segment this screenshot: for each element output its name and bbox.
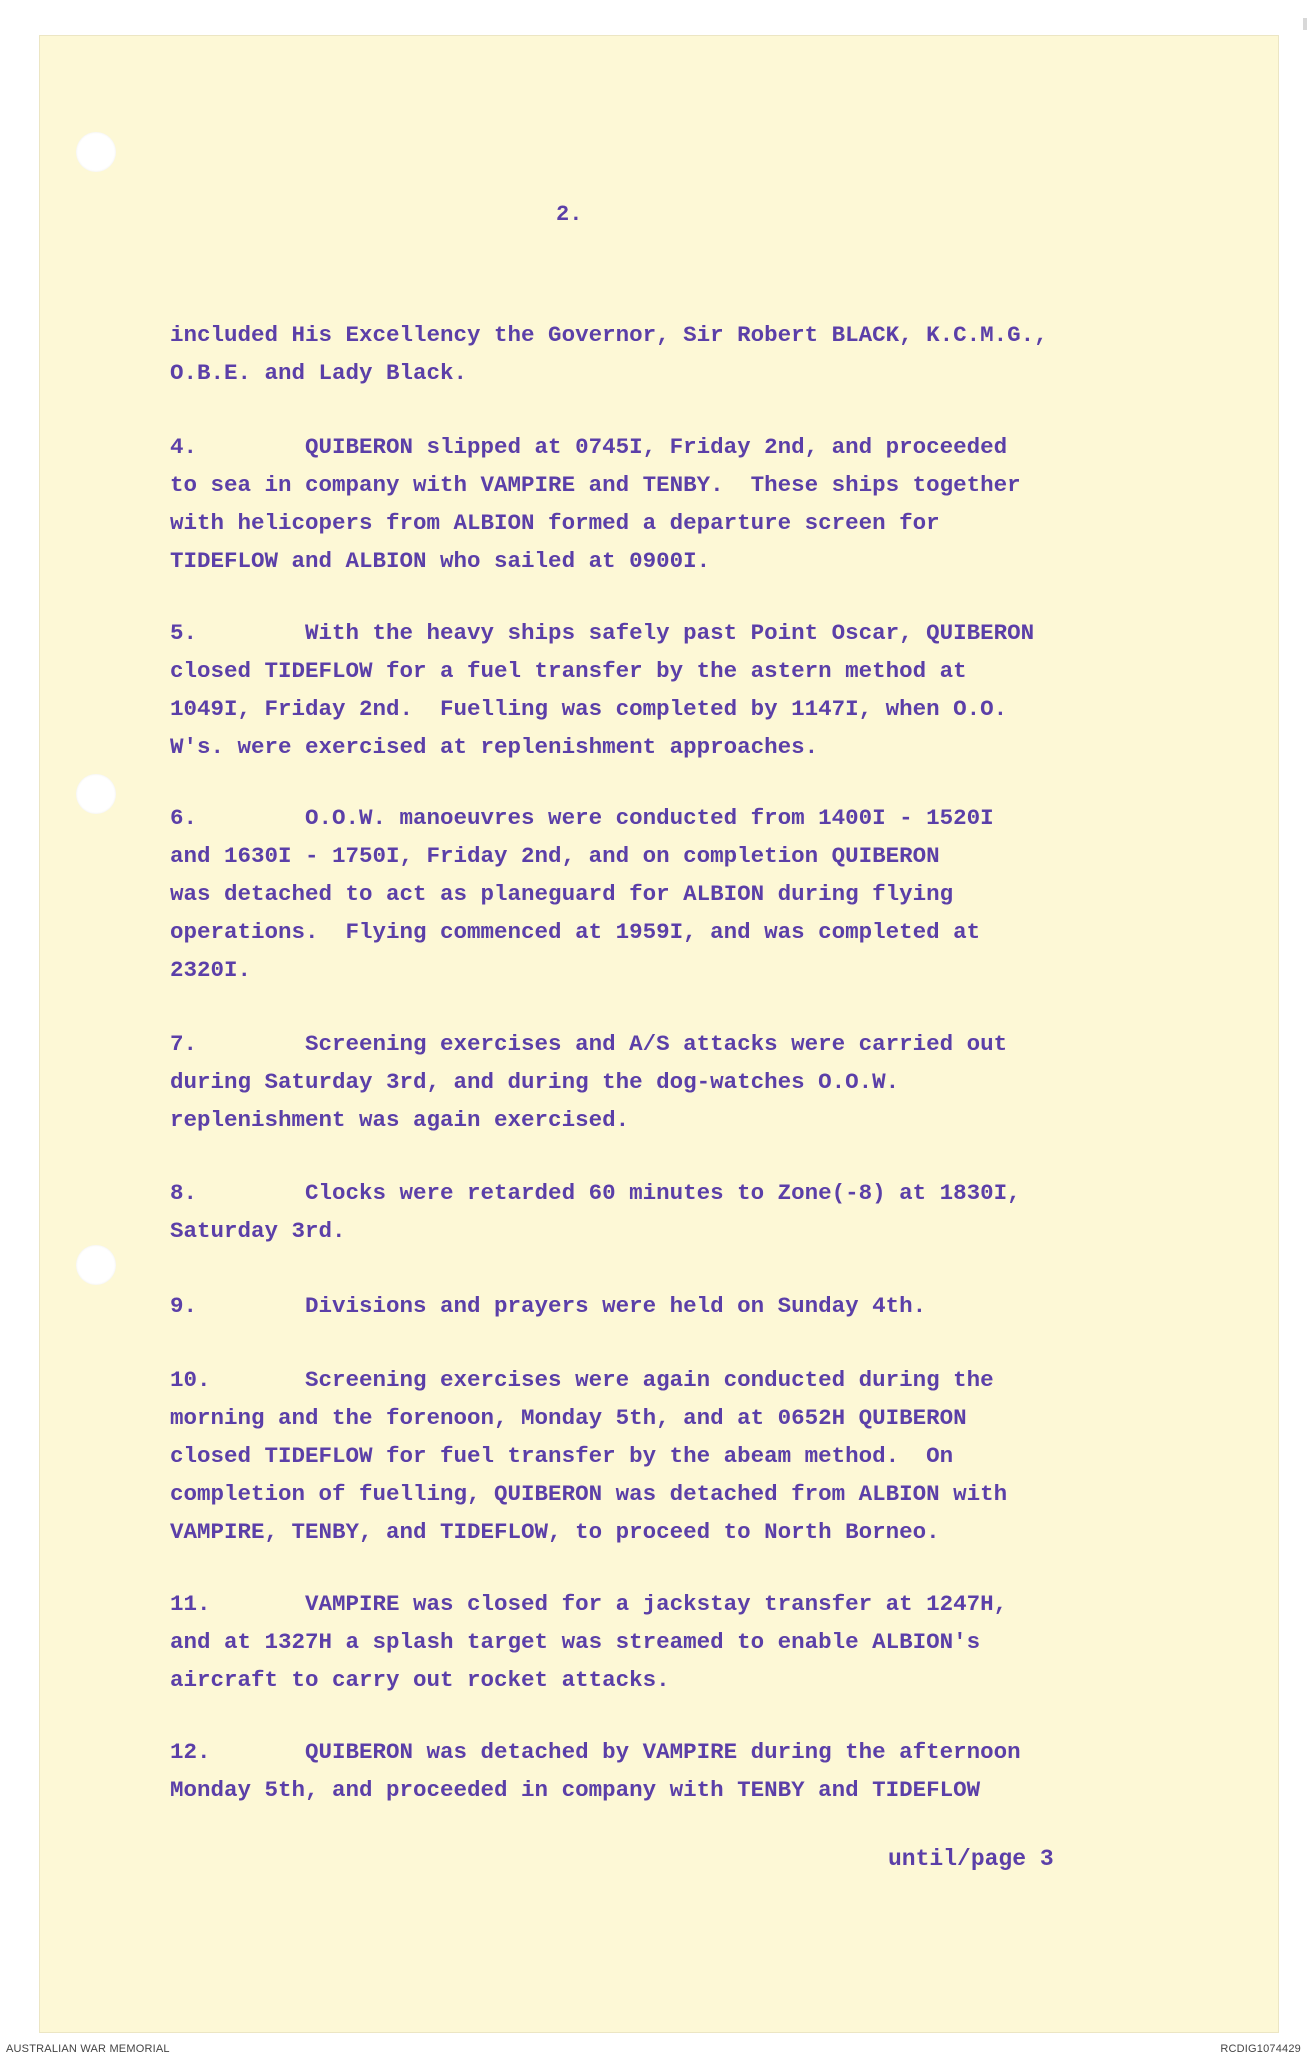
scan-edge-mark [1303, 18, 1307, 30]
text-line: during Saturday 3rd, and during the dog-watches O.O.W. [170, 1069, 900, 1095]
text-line: 12. QUIBERON was detached by VAMPIRE during the afternoon [170, 1739, 1021, 1765]
paragraph-10 [170, 1361, 1130, 1551]
text-line: morning and the forenoon, Monday 5th, and at 0652H QUIBERON [170, 1405, 967, 1431]
punch-hole-middle [76, 774, 116, 814]
footer-id: RCDIG1074429 [1220, 2043, 1301, 2055]
text-line: 11. VAMPIRE was closed for a jackstay transfer at 1247H, [170, 1591, 1008, 1617]
text-line: was detached to act as planeguard for ALBION during flying [170, 881, 954, 907]
punch-hole-bottom [76, 1245, 116, 1285]
paragraph-8 [170, 1174, 1130, 1250]
text-line: replenishment was again exercised. [170, 1107, 630, 1133]
continuation-note: until/page 3 [888, 1846, 1054, 1872]
text-line: closed TIDEFLOW for a fuel transfer by the astern method at [170, 658, 967, 684]
paragraph-continuation [170, 316, 1130, 392]
text-line: with helicopers from ALBION formed a departure screen for [170, 510, 940, 536]
text-line: 9. Divisions and prayers were held on Sunday 4th. [170, 1293, 927, 1319]
text-line: included His Excellency the Governor, Sir Robert BLACK, K.C.M.G., [170, 322, 1048, 348]
text-line: and 1630I - 1750I, Friday 2nd, and on completion QUIBERON [170, 843, 940, 869]
text-line: 4. QUIBERON slipped at 0745I, Friday 2nd, and proceeded [170, 434, 1008, 460]
text-line: 6. O.O.W. manoeuvres were conducted from 1400I - 1520I [170, 805, 994, 831]
text-line: O.B.E. and Lady Black. [170, 360, 468, 386]
text-line: closed TIDEFLOW for fuel transfer by the abeam method. On [170, 1443, 954, 1469]
paragraph-5 [170, 614, 1130, 766]
text-line: 1049I, Friday 2nd. Fuelling was completed by 1147I, when O.O. [170, 696, 1008, 722]
text-line: and at 1327H a splash target was streamed to enable ALBION's [170, 1629, 981, 1655]
text-line: W's. were exercised at replenishment approaches. [170, 734, 819, 760]
text-line: VAMPIRE, TENBY, and TIDEFLOW, to proceed to North Borneo. [170, 1519, 940, 1545]
text-line: 5. With the heavy ships safely past Point Oscar, QUIBERON [170, 620, 1035, 646]
punch-hole-top [76, 132, 116, 172]
text-line: aircraft to carry out rocket attacks. [170, 1667, 670, 1693]
text-line: operations. Flying commenced at 1959I, and was completed at [170, 919, 981, 945]
page-number: 2. [556, 202, 583, 227]
text-line: 7. Screening exercises and A/S attacks were carried out [170, 1031, 1008, 1057]
text-line: to sea in company with VAMPIRE and TENBY. These ships together [170, 472, 1021, 498]
text-line: TIDEFLOW and ALBION who sailed at 0900I. [170, 548, 711, 574]
text-line: 2320I. [170, 957, 252, 983]
text-line: 8. Clocks were retarded 60 minutes to Zone(-8) at 1830I, [170, 1180, 1021, 1206]
paragraph-6 [170, 799, 1130, 989]
text-line: Monday 5th, and proceeded in company with TENBY and TIDEFLOW [170, 1777, 981, 1803]
text-line: completion of fuelling, QUIBERON was detached from ALBION with [170, 1481, 1008, 1507]
paragraph-9 [170, 1287, 1130, 1325]
text-line: Saturday 3rd. [170, 1218, 346, 1244]
text-line: 10. Screening exercises were again conducted during the [170, 1367, 994, 1393]
paragraph-4 [170, 428, 1130, 580]
footer-source: AUSTRALIAN WAR MEMORIAL [6, 2043, 170, 2055]
paragraph-12 [170, 1733, 1130, 1809]
paragraph-7 [170, 1025, 1130, 1139]
paragraph-11 [170, 1585, 1130, 1699]
